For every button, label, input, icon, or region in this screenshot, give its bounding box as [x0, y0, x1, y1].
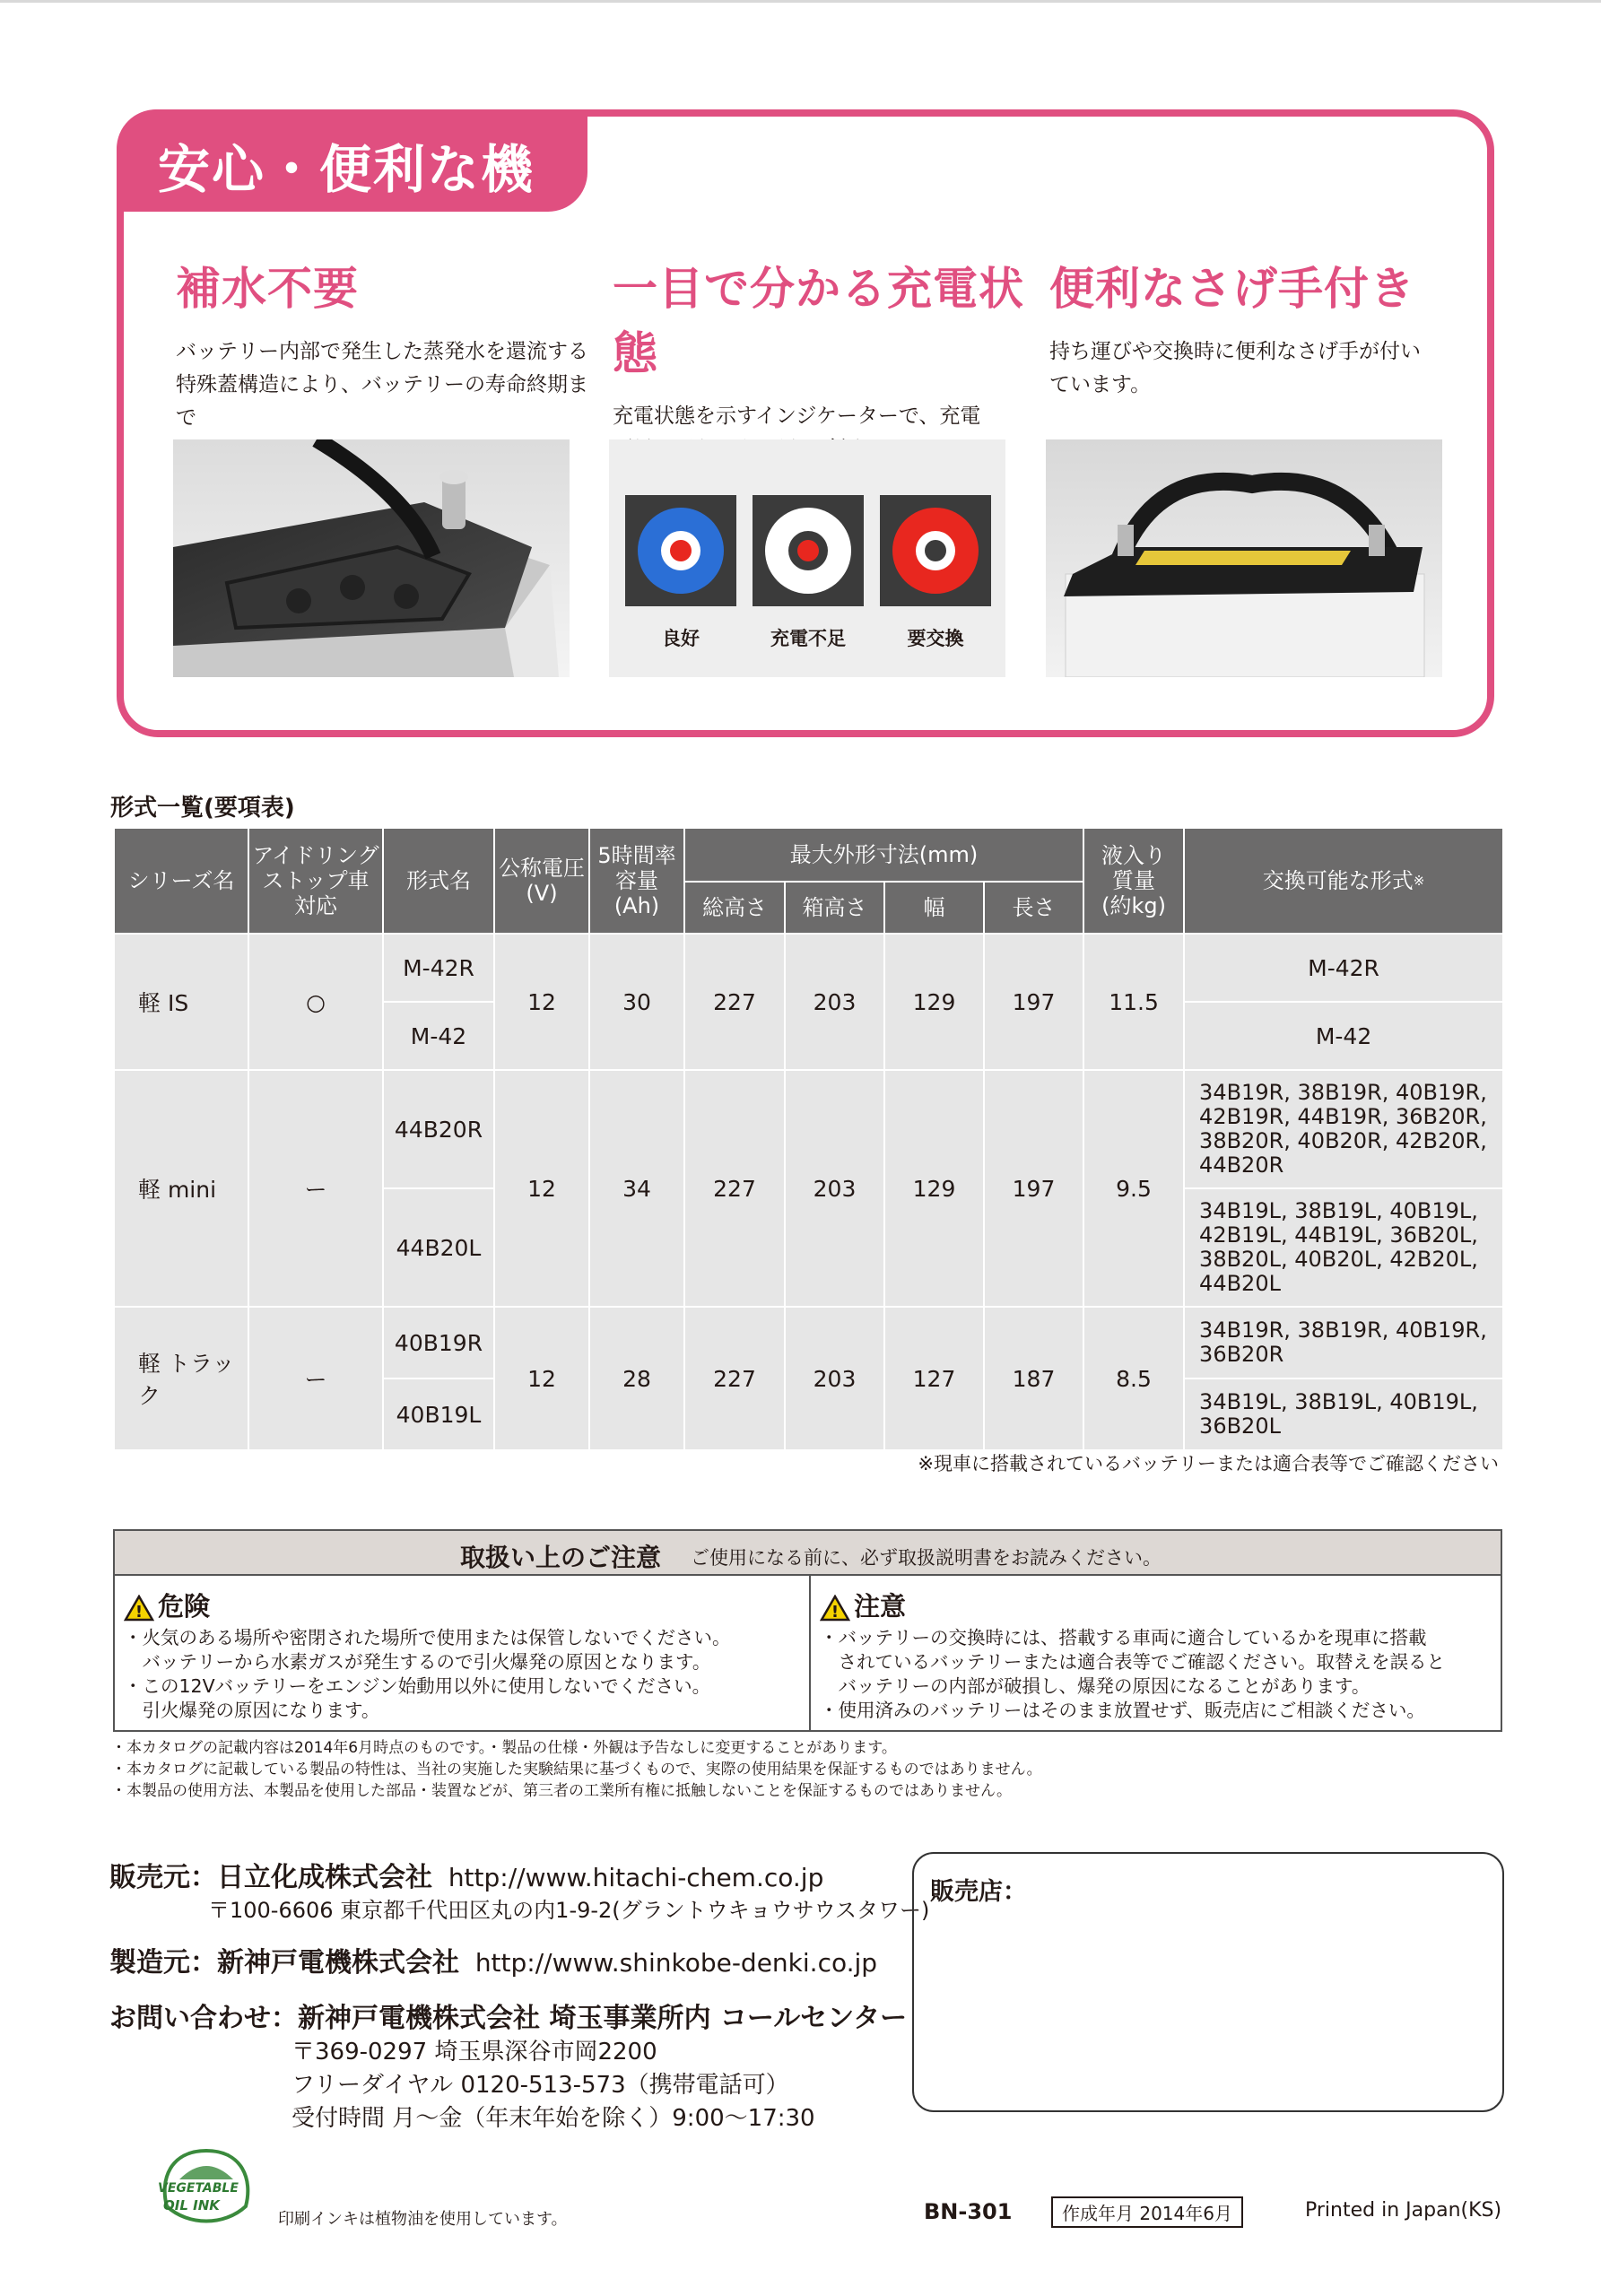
warning-triangle-icon: [820, 1595, 850, 1622]
warning-triangle-icon: [124, 1595, 154, 1622]
danger-section: [115, 1576, 811, 1732]
spec-table: [113, 827, 1504, 1451]
table-row: 軽 トラック ー 40B19R 12 28 227 203 127 187 8.5 34B19R, 38B19R, 40B19R, 36B20R: [114, 1307, 1503, 1378]
header-series: シリーズ名: [114, 828, 248, 934]
features-banner: [117, 109, 587, 275]
printed-in: Printed in Japan(KS): [1305, 2199, 1502, 2222]
creation-date: 作成年月 2014年6月: [1051, 2196, 1243, 2228]
table-row: M-42 M-42: [114, 1002, 1503, 1070]
feature-title: 便利なさげ手付き: [1049, 263, 1415, 315]
table-row: 40B19L 34B19L, 38B19L, 40B19L, 36B20L: [114, 1378, 1503, 1450]
warning-text: ・バッテリーの交換時には、搭載する車両に適合しているかを現車に搭載 されているバッテリーまたは適合表等でご確認ください。取替えを誤ると バッテリーの内部が破損し、爆発の原因になることがあります。 ・使用済みのバッテリーはそのまま放置せず、販売店にご相談ください。: [820, 1627, 1445, 1721]
disclaimer: ・本カタログの記載内容は2014年6月時点のものです。・製品の仕様・外観は予告なしに変更することがあります。 ・本カタログに記載している製品の特性は、当社の実施した実験結果に基づくもので、実際の使用結果を保証するものではありません。 ・本製品の使用方法、本製品を使用した部品・装置などが、第三者の工業所有権に抵触しないことを保証するものではありません。: [111, 1739, 1042, 1800]
indicator-label-replace: 要交換: [907, 628, 964, 649]
feature-desc: 充電状態を示すインジケーターで、充電: [613, 404, 981, 428]
indicator-photo: [609, 439, 1005, 677]
feature-desc: バッテリー内部で発生した蒸発水を還流する 特殊蓋構造により、バッテリーの寿命終期まで: [176, 340, 588, 430]
contact-details: 〒369-0297 埼玉県深谷市岡2200 フリーダイヤル 0120-513-573（携帯電話可） 受付時間 月～金（年末年始を除く）9:00～17:30: [291, 2039, 815, 2132]
maker-line: 製造元：新神戸電機株式会社 http://www.shinkobe-denki.co.jp: [109, 1947, 878, 1979]
seller-url[interactable]: http://www.hitachi-chem.co.jp: [448, 1863, 824, 1892]
svg-text:!: !: [831, 1603, 840, 1622]
caution-subtitle: ご使用になる前に、必ず取扱説明書をお読みください。: [691, 1547, 1162, 1569]
header-total-height: 総高さ: [684, 882, 785, 934]
table-row: 軽 IS ○ M-42R 12 30 227 203 129 197 11.5 M-42R: [114, 934, 1503, 1002]
compatible-list: 34B19R, 38B19R, 40B19R, 42B19R, 44B19R, 36B20R, 38B20R, 40B20R, 42B20R, 44B20R: [1184, 1070, 1503, 1188]
features-banner-text: 安心・便利な機能: [158, 139, 535, 275]
ink-note: 印刷インキは植物油を使用しています。: [278, 2210, 568, 2229]
indicator-label-low: 充電不足: [770, 628, 846, 649]
retailer-box: [912, 1852, 1504, 2112]
vegetable-oil-ink-logo: VEGETABLE OIL INK: [152, 2144, 260, 2233]
maker-url[interactable]: http://www.shinkobe-denki.co.jp: [474, 1948, 878, 1978]
header-length: 長さ: [984, 882, 1083, 934]
header-box-height: 箱高さ: [785, 882, 884, 934]
header-mass: 液入り 質量 (約kg): [1083, 828, 1184, 934]
header-model: 形式名: [383, 828, 494, 934]
feature-desc: 持ち運びや交換時に便利なさげ手が付い ています。: [1049, 340, 1421, 396]
compatible-list: 34B19L, 38B19L, 40B19L, 42B19L, 44B19L, 36B20L, 38B20L, 40B20L, 42B20L, 44B20L: [1184, 1188, 1503, 1307]
header-voltage: 公称電圧 (V): [494, 828, 589, 934]
battery-top-photo: [173, 439, 570, 677]
warning-title: 注意: [854, 1591, 907, 1622]
caution-header: [115, 1531, 1501, 1576]
contact-line: お問い合わせ：新神戸電機株式会社 埼玉事業所内 コールセンター: [109, 2003, 908, 2034]
seller-line: 販売元：日立化成株式会社 http://www.hitachi-chem.co.jp: [109, 1862, 824, 1893]
header-capacity: 5時間率 容量 (Ah): [589, 828, 684, 934]
feature-handle: [1049, 253, 1462, 402]
battery-handle-photo: [1046, 439, 1442, 677]
caution-title: 取扱い上のご注意: [460, 1543, 662, 1572]
top-rule: [0, 0, 1601, 3]
caution-box: [113, 1529, 1502, 1732]
feature-title: 補水不要: [176, 263, 359, 315]
compatible-list: 34B19L, 38B19L, 40B19L, 36B20L: [1184, 1378, 1503, 1450]
seller-address: 〒100-6606 東京都千代田区丸の内1-9-2(グラントウキョウサウスタワー): [208, 1898, 930, 1923]
indicator-label-good: 良好: [662, 628, 700, 649]
header-dimensions: 最大外形寸法(mm): [684, 828, 1083, 882]
table-title: 形式一覧(要項表): [110, 795, 295, 822]
svg-text:!: !: [135, 1603, 144, 1622]
danger-title: 危険: [158, 1591, 211, 1622]
danger-text: ・火気のある場所や密閉された場所で使用または保管しないでください。 バッテリーから水素ガスが発生するので引火爆発の原因となります。 ・この12Vバッテリーをエンジン始動用以外に使用しないでください。 引火爆発の原因になります。: [124, 1627, 731, 1721]
catalog-code: BN-301: [924, 2199, 1013, 2224]
table-note: ※現車に搭載されているバッテリーまたは適合表等でご確認ください: [918, 1453, 1499, 1474]
compatible-list: 34B19R, 38B19R, 40B19R, 36B20R: [1184, 1307, 1503, 1378]
header-idle-stop: アイドリング ストップ車 対応: [248, 828, 383, 934]
retailer-label: 販売店：: [930, 1878, 1027, 1906]
table-row: 44B20L 34B19L, 38B19L, 40B19L, 42B19L, 44B19L, 36B20L, 38B20L, 40B20L, 42B20L, 44B20L: [114, 1188, 1503, 1307]
feature-title: 一目で分かる充電状態: [613, 263, 1024, 379]
warning-section: [811, 1576, 1501, 1732]
header-width: 幅: [884, 882, 984, 934]
header-compatible: 交換可能な形式※: [1184, 828, 1503, 934]
table-row: 軽 mini ー 44B20R 12 34 227 203 129 197 9.5 34B19R, 38B19R, 40B19R, 42B19R, 44B19R, 36B20R, 38B20R, 40B20R, 42B20R, 44B20R: [114, 1070, 1503, 1188]
